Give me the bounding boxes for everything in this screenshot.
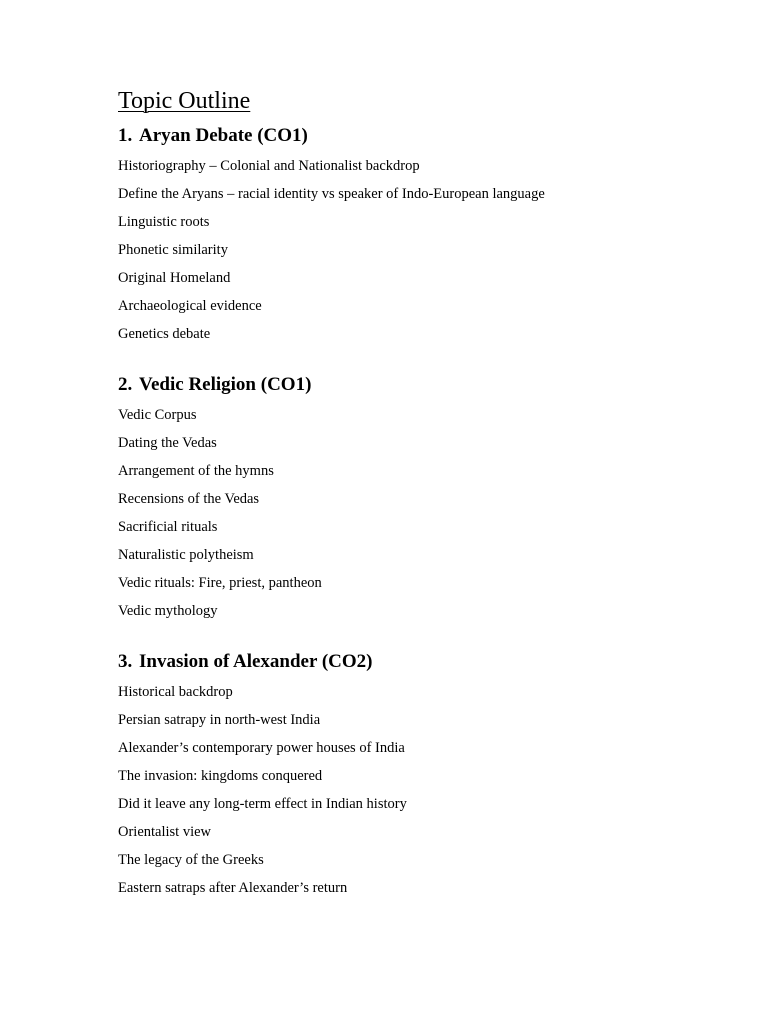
list-item: Persian satrapy in north-west India [118,712,321,728]
list-item: Sacrificial rituals [118,519,218,535]
list-item: The legacy of the Greeks [118,852,264,868]
list-item: Define the Aryans – racial identity vs speaker of Indo-European language [118,186,545,202]
list-item: Historical backdrop [118,684,233,700]
section-item-list [118,678,768,902]
section-item-list [118,152,768,348]
outline-section [118,371,768,625]
list-item: Vedic mythology [118,603,218,619]
section-heading-text: Invasion of Alexander (CO2) [139,651,373,672]
section-heading [118,648,768,676]
section-heading-text: Aryan Debate (CO1) [139,125,308,146]
list-item: Phonetic similarity [118,242,228,258]
list-item: Vedic Corpus [118,407,197,423]
outline-section [118,648,768,902]
section-number: 2. [118,374,133,395]
section-item-list [118,401,768,625]
sections-container [118,122,768,902]
list-item: Genetics debate [118,326,211,342]
list-item: The invasion: kingdoms conquered [118,768,323,784]
list-item: Historiography – Colonial and Nationalist backdrop [118,158,420,174]
section-heading [118,371,768,399]
list-item: Arrangement of the hymns [118,463,274,479]
section-number: 1. [118,125,133,146]
list-item: Dating the Vedas [118,435,217,451]
list-item: Original Homeland [118,270,231,286]
list-item: Archaeological evidence [118,298,262,314]
outline-section [118,122,768,348]
list-item: Orientalist view [118,824,212,840]
list-item: Did it leave any long-term effect in Indian history [118,796,407,812]
list-item: Vedic rituals: Fire, priest, pantheon [118,575,322,591]
page-title: Topic Outline [118,88,251,114]
section-number: 3. [118,651,133,672]
list-item: Alexander’s contemporary power houses of India [118,740,405,756]
list-item: Recensions of the Vedas [118,491,260,507]
section-heading-text: Vedic Religion (CO1) [139,374,312,395]
list-item: Eastern satraps after Alexander’s return [118,880,348,896]
list-item: Naturalistic polytheism [118,547,254,563]
list-item: Linguistic roots [118,214,210,230]
section-heading [118,122,768,150]
